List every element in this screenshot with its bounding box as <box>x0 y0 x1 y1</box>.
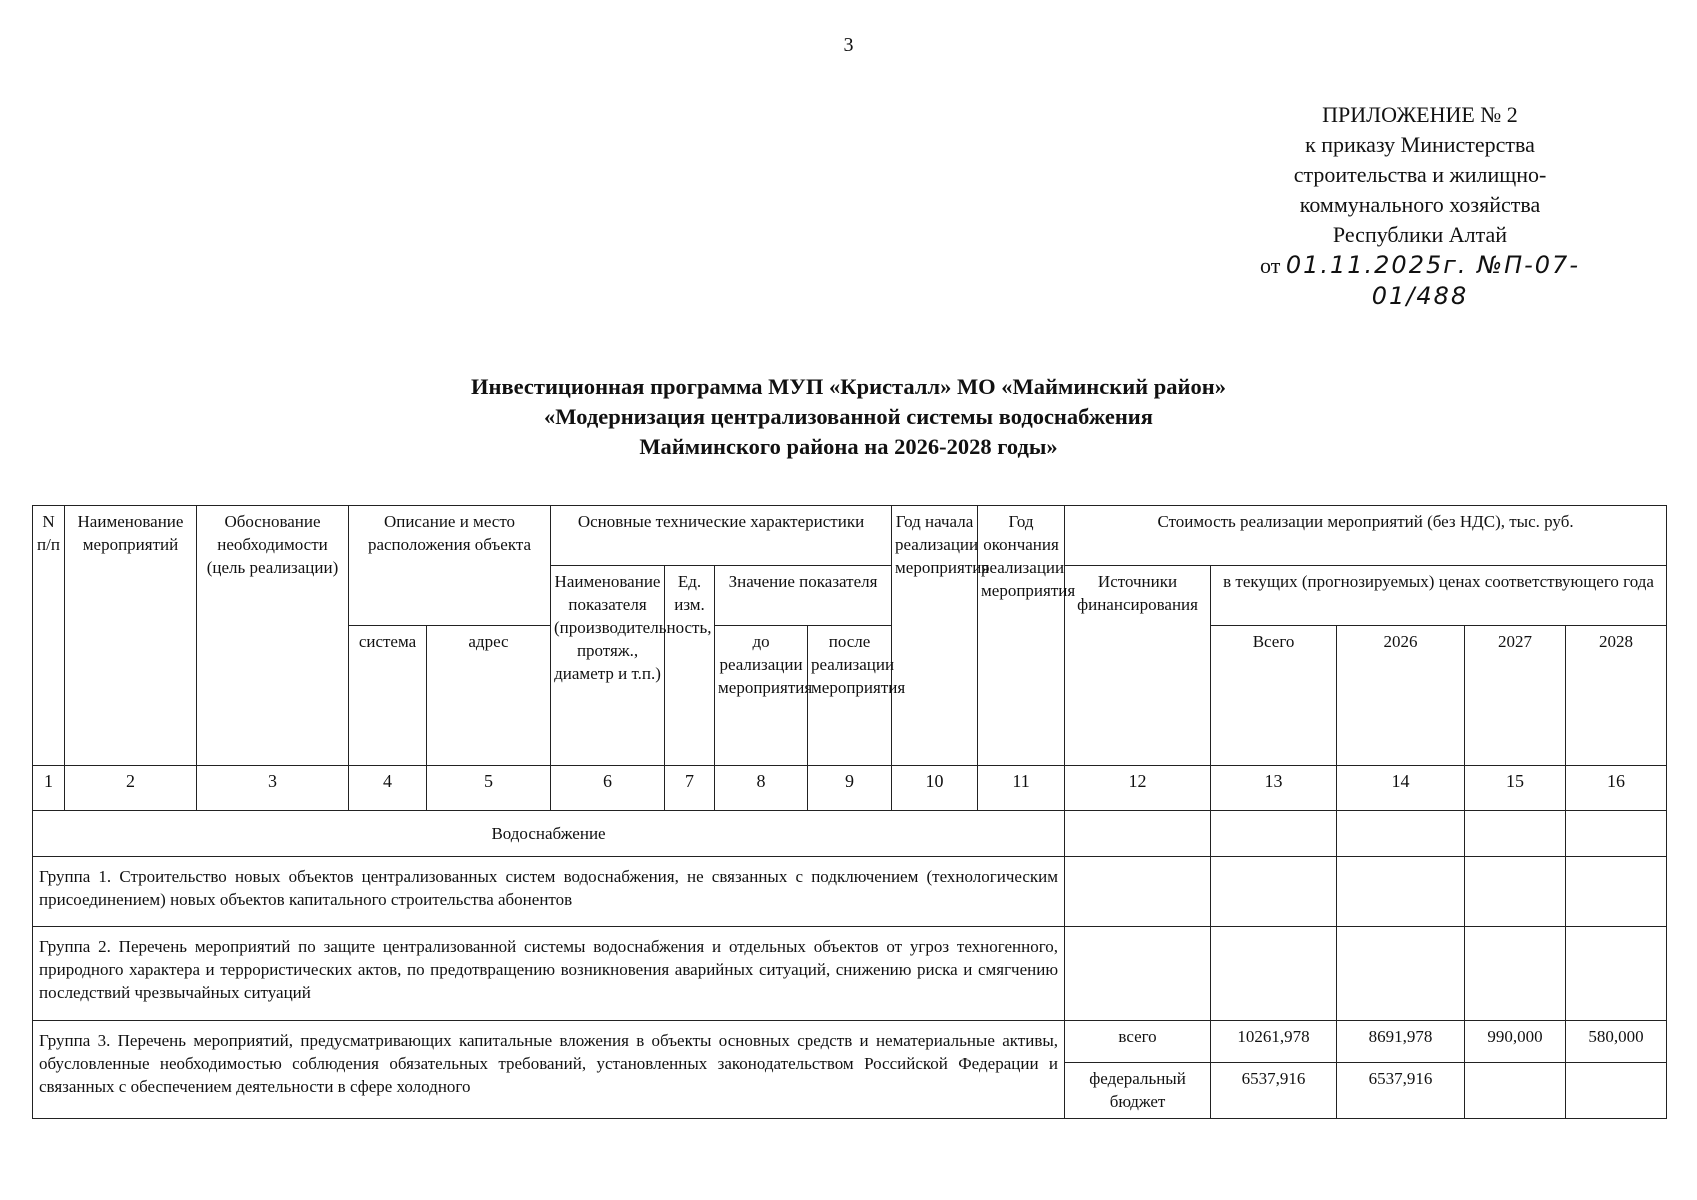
group-1-row: Группа 1. Строительство новых объектов централизованных систем водоснабжения, не связанных с подключением (технологическим присоединением) новых объектов капитального строительства абонентов <box>33 857 1065 927</box>
title-line: «Модернизация централизованной системы водоснабжения <box>544 404 1153 429</box>
cost-2026: 8691,978 <box>1337 1021 1465 1063</box>
column-number: 9 <box>808 766 892 811</box>
empty-cell <box>1566 811 1667 857</box>
header-funding-sources: Источники финансирования <box>1065 566 1211 766</box>
header-address: адрес <box>427 626 551 766</box>
header-unit: Ед. изм. <box>665 566 715 766</box>
column-number: 2 <box>65 766 197 811</box>
empty-cell <box>1211 927 1337 1021</box>
cost-2027 <box>1465 1063 1566 1119</box>
appendix-line: Республики Алтай <box>1332 222 1508 247</box>
header-end-year: Год окончания реализации мероприятия <box>978 506 1065 766</box>
column-number: 12 <box>1065 766 1211 811</box>
empty-cell <box>1337 927 1465 1021</box>
cost-2028: 580,000 <box>1566 1021 1667 1063</box>
header-2027: 2027 <box>1465 626 1566 766</box>
group-2-row: Группа 2. Перечень мероприятий по защите централизованной системы водоснабжения и отдельных объектов от угроз техногенного, природного характера и террористических актов, по предотвращению возникновения аварийных ситуаций, снижению риска и смягчению последствий чрезвычайных ситуаций <box>33 927 1065 1021</box>
empty-cell <box>1566 927 1667 1021</box>
empty-cell <box>1337 857 1465 927</box>
handwritten-date-number: 01.11.2025г. №П-07-01/488 <box>1285 251 1580 310</box>
empty-cell <box>1065 857 1211 927</box>
column-number: 3 <box>197 766 349 811</box>
column-number: 5 <box>427 766 551 811</box>
empty-cell <box>1566 857 1667 927</box>
appendix-line: строительства и жилищно- <box>1293 162 1547 187</box>
cost-2026: 6537,916 <box>1337 1063 1465 1119</box>
title-line: Майминского района на 2026-2028 годы» <box>639 434 1058 459</box>
column-number: 10 <box>892 766 978 811</box>
cost-total: 10261,978 <box>1211 1021 1337 1063</box>
empty-cell <box>1465 927 1566 1021</box>
empty-cell <box>1465 857 1566 927</box>
column-number: 6 <box>551 766 665 811</box>
header-current-prices: в текущих (прогнозируемых) ценах соответствующего года <box>1211 566 1667 626</box>
column-number: 1 <box>33 766 65 811</box>
funding-source: федеральный бюджет <box>1065 1063 1211 1119</box>
empty-cell <box>1211 811 1337 857</box>
header-indicator-value: Значение показателя <box>715 566 892 626</box>
header-tech-characteristics: Основные технические характеристики <box>551 506 892 566</box>
header-activity-name: Наименование мероприятий <box>65 506 197 766</box>
header-after: после реализации мероприятия <box>808 626 892 766</box>
empty-cell <box>1465 811 1566 857</box>
header-2028: 2028 <box>1566 626 1667 766</box>
investment-table <box>32 505 1667 1119</box>
column-number: 8 <box>715 766 808 811</box>
group-3-row: Группа 3. Перечень мероприятий, предусматривающих капитальные вложения в объекты основных средств и нематериальные активы, обусловленные необходимостью соблюдения обязательных требований, установленных законодательством Российской Федерации и связанных с обеспечением деятельности в сфере холодного <box>33 1021 1065 1119</box>
column-number: 13 <box>1211 766 1337 811</box>
header-cost: Стоимость реализации мероприятий (без НДС), тыс. руб. <box>1065 506 1667 566</box>
empty-cell <box>1065 811 1211 857</box>
column-number: 16 <box>1566 766 1667 811</box>
column-number: 4 <box>349 766 427 811</box>
funding-source: всего <box>1065 1021 1211 1063</box>
appendix-line: к приказу Министерства <box>1305 132 1535 157</box>
appendix-line: коммунального хозяйства <box>1299 192 1541 217</box>
header-total: Всего <box>1211 626 1337 766</box>
empty-cell <box>1337 811 1465 857</box>
header-2026: 2026 <box>1337 626 1465 766</box>
header-n: N п/п <box>33 506 65 766</box>
title-line: Инвестиционная программа МУП «Кристалл» МО «Майминский район» <box>471 374 1226 399</box>
column-number: 7 <box>665 766 715 811</box>
page-number: 3 <box>843 34 854 56</box>
header-description-location: Описание и место расположения объекта <box>349 506 551 626</box>
empty-cell <box>1211 857 1337 927</box>
appendix-title: ПРИЛОЖЕНИЕ № 2 <box>1322 102 1518 127</box>
header-system: система <box>349 626 427 766</box>
column-number: 15 <box>1465 766 1566 811</box>
header-start-year: Год начала реализации мероприятия <box>892 506 978 766</box>
header-before: до реализации мероприятия <box>715 626 808 766</box>
appendix-block <box>1250 100 1590 312</box>
cost-total: 6537,916 <box>1211 1063 1337 1119</box>
column-number: 14 <box>1337 766 1465 811</box>
cost-2027: 990,000 <box>1465 1021 1566 1063</box>
appendix-order-ref <box>1250 250 1590 312</box>
from-label: от <box>1260 253 1281 278</box>
section-water-supply: Водоснабжение <box>33 811 1065 857</box>
column-number: 11 <box>978 766 1065 811</box>
cost-2028 <box>1566 1063 1667 1119</box>
document-title <box>0 372 1697 462</box>
header-justification: Обоснование необходимости (цель реализации) <box>197 506 349 766</box>
header-indicator-name: Наименование показателя (производительность, протяж., диаметр и т.п.) <box>551 566 665 766</box>
empty-cell <box>1065 927 1211 1021</box>
